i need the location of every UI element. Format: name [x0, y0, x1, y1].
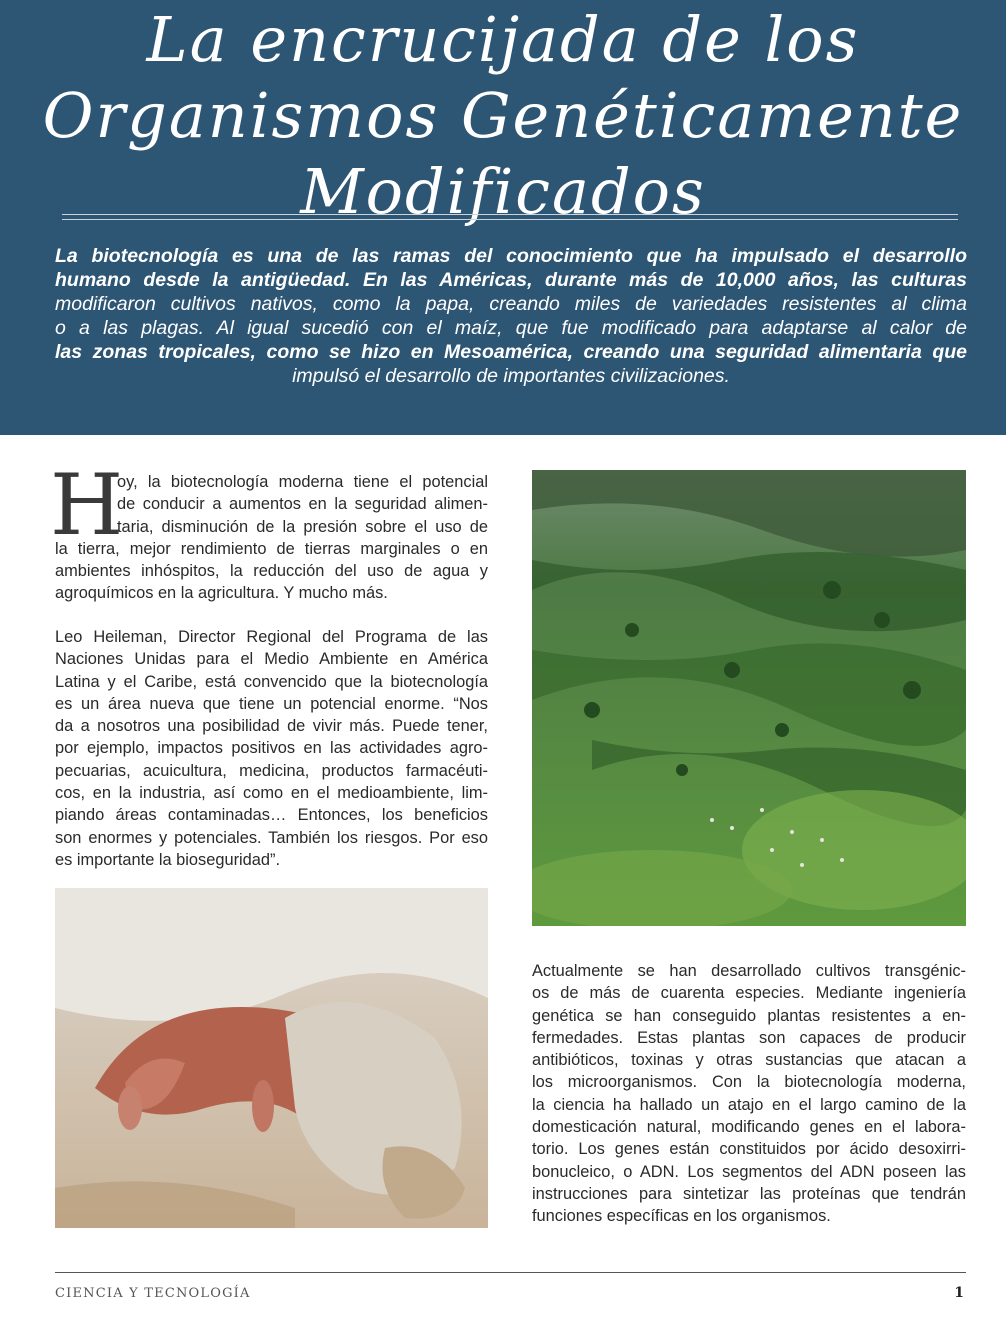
intro-line: humano desde la antigüedad. En las Américas, durante más de 10,000 años, las culturas: [55, 269, 967, 291]
text-line: es importante la bioseguridad”.: [55, 850, 281, 869]
text-line: antibióticos, toxinas y otras sustancias que atacan a: [532, 1051, 966, 1070]
footer-divider: [55, 1272, 966, 1273]
text-line: instrucciones para sintetizar las proteínas que tendrán: [532, 1184, 966, 1203]
intro-line: las zonas tropicales, como se hizo en Mesoamérica, creando una seguridad alimentaria que: [55, 341, 967, 363]
text-line: os de más de cuarenta especies. Mediante ingeniería: [532, 984, 966, 1003]
text-line: fermedades. Estas plantas son capaces de producir: [532, 1028, 966, 1047]
landscape-photo: [532, 470, 966, 926]
text-line: oy, la biotecnología moderna tiene el potencial: [117, 473, 488, 491]
text-line: por ejemplo, impactos positivos en las actividades agro-: [55, 739, 488, 758]
text-line: ambientes inhóspitos, la reducción del uso de agua y: [55, 562, 488, 581]
text-line: los microorganismos. Con la biotecnología moderna,: [532, 1073, 966, 1092]
text-line: da a nosotros una posibilidad de vivir más. Puede tener,: [55, 717, 488, 736]
intro-line: impulsó el desarrollo de importantes civilizaciones.: [292, 365, 730, 387]
intro-line: o a las plagas. Al igual sucedió con el maíz, que fue modificado para adaptarse al calor de: [55, 317, 967, 339]
title-line: Modificados: [300, 155, 706, 228]
text-line: pecuarias, acuicultura, medicina, productos farmacéuti-: [55, 761, 488, 780]
header-banner: [0, 0, 1006, 435]
text-line: funciones específicas en los organismos.: [532, 1207, 831, 1226]
text-line: Naciones Unidas para el Medio Ambiente en América: [55, 650, 488, 669]
intro-line: modificaron cultivos nativos, como la papa, creando miles de variedades resistentes al clima: [55, 293, 967, 315]
intro-paragraph: [55, 244, 967, 388]
text-line: agroquímicos en la agricultura. Y mucho más.: [55, 584, 388, 603]
paragraph-2: [55, 626, 488, 871]
text-line: Leo Heileman, Director Regional del Programa de las: [55, 628, 488, 646]
landscape-photo-image: [532, 470, 966, 926]
text-line: torio. Los genes están constituidos por ácido desoxirri-: [532, 1140, 966, 1159]
intro-line: La biotecnología es una de las ramas del conocimiento que ha impulsado el desarrollo: [55, 245, 967, 267]
article-title: [20, 2, 986, 230]
page-number: 1: [954, 1285, 964, 1301]
text-line: Latina y el Caribe, está convencido que la biotecnología: [55, 672, 488, 691]
title-line: Organismos Genéticamente: [42, 79, 964, 152]
text-line: taria, disminución de la presión sobre el uso de: [117, 517, 488, 536]
paragraph-3: [532, 960, 966, 1228]
text-line: son enormes y potenciales. También los riesgos. Por eso: [55, 828, 488, 847]
text-line: Actualmente se han desarrollado cultivos transgénic-: [532, 962, 966, 980]
header-divider: [62, 214, 958, 215]
footer-section-label: CIENCIA Y TECNOLOGÍA: [55, 1286, 251, 1301]
text-line: la tierra, mejor rendimiento de tierras marginales o en: [55, 539, 488, 558]
text-line: piando áreas contaminadas… Entonces, los beneficios: [55, 806, 488, 825]
drop-cap: H: [50, 456, 124, 554]
udder-photo: [55, 888, 488, 1228]
udder-photo-image: [55, 888, 488, 1228]
title-line: La encrucijada de los: [146, 3, 860, 76]
text-line: bonucleico, o ADN. Los segmentos del ADN poseen las: [532, 1162, 966, 1181]
text-line: domesticación natural, modificando genes en el labora-: [532, 1118, 966, 1137]
text-line: genética se han conseguido plantas resistentes a en-: [532, 1006, 966, 1025]
text-line: la ciencia ha hallado un atajo en el largo camino de la: [532, 1095, 966, 1114]
text-line: cos, en la industria, así como en el medioambiente, lim-: [55, 784, 488, 803]
paragraph-1: [55, 471, 488, 605]
header-divider: [62, 219, 958, 220]
text-line: de conducir a aumentos en la seguridad alimen-: [117, 495, 488, 514]
text-line: es un área nueva que tiene un potencial enorme. “Nos: [55, 694, 488, 713]
